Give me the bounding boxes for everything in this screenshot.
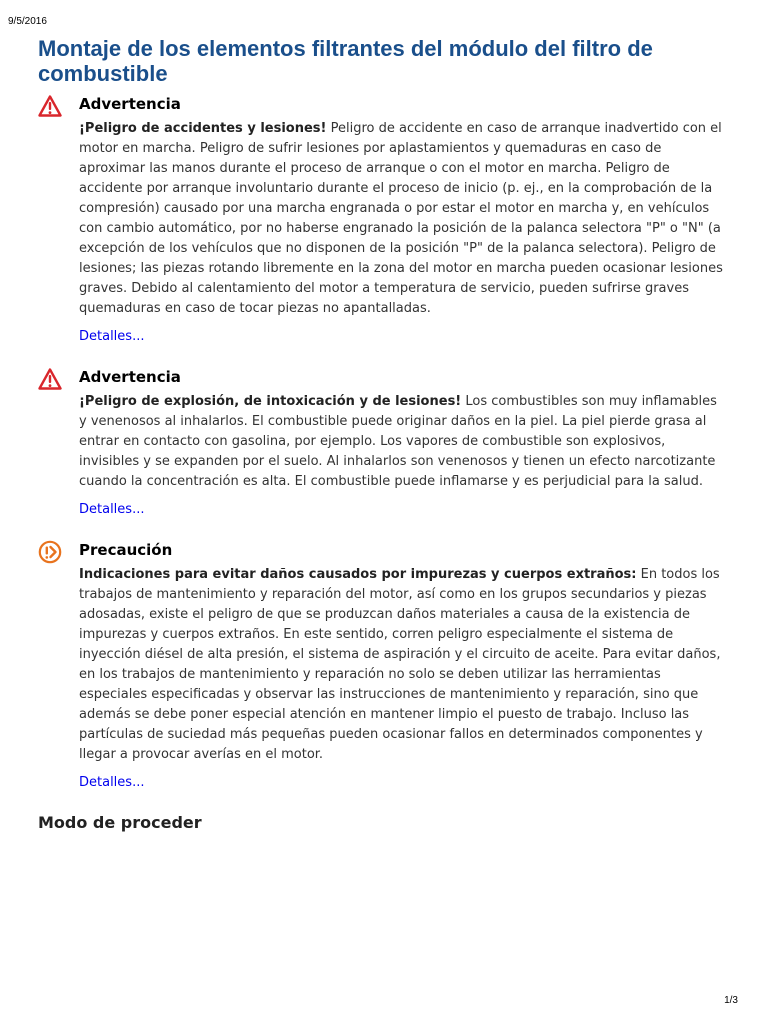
- notice-lead: Indicaciones para evitar daños causados por impurezas y cuerpos extraños:: [79, 567, 637, 582]
- notice-lead: ¡Peligro de accidentes y lesiones!: [79, 121, 327, 136]
- notice-heading: Advertencia: [79, 368, 181, 386]
- details-link[interactable]: Detalles...: [79, 502, 145, 517]
- notice-text: [79, 565, 728, 765]
- section-heading: Modo de proceder: [38, 813, 202, 832]
- print-date: 9/5/2016: [8, 16, 47, 27]
- warning-triangle-icon: [38, 367, 62, 391]
- page-title: Montaje de los elementos filtrantes del módulo del filtro de combustible: [38, 36, 653, 86]
- details-link[interactable]: Detalles...: [79, 329, 145, 344]
- details-link[interactable]: Detalles...: [79, 775, 145, 790]
- notice-text: [79, 392, 728, 492]
- notice-text: [79, 119, 728, 319]
- notice-body: Los combustibles son muy inflamables y venenosos al inhalarlos. El combustible puede originar daños en la piel. La piel pierde grasa al entrar en contacto con gasolina, por ejemplo. Los vapores de combustible son explosivos, invisibles y se expanden por el suelo. Al inhalarlos son venenosos y tienen un efecto narcotizante cuando la concentración es alta. El combustible puede inflamarse y es perjudicial para la salud.: [79, 394, 717, 489]
- notice-lead: ¡Peligro de explosión, de intoxicación y de lesiones!: [79, 394, 462, 409]
- notice-heading: Advertencia: [79, 95, 181, 113]
- notice-body: Peligro de accidente en caso de arranque inadvertido con el motor en marcha. Peligro de sufrir lesiones por aplastamientos y quemaduras en caso de aproximar las manos durante el proceso de arranque o con el motor en marcha. Peligro de accidente por arranque involuntario durante el proceso de inicio (p. ej., en la comprobación de la compresión) causado por una marcha engranada o por estar el motor en marcha y, en vehículos con cambio automático, por no haberse engranado la posición de la palanca selectora "P" o "N" (a excepción de los vehículos que no disponen de la posición "P" de la palanca selectora). Peligro de lesiones; las piezas rotando libremente en la zona del motor en marcha pueden ocasionar lesiones graves. Debido al calentamiento del motor a temperatura de servicio, pueden sufrirse graves quemaduras en caso de tocar piezas no apantalladas.: [79, 121, 723, 316]
- caution-notice-impurities: [38, 540, 728, 792]
- notice-heading: Precaución: [79, 541, 173, 559]
- notice-body: En todos los trabajos de mantenimiento y reparación del motor, así como en los grupos secundarios y piezas adosadas, existe el peligro de que se produzcan daños materiales a causa de la existencia de impurezas y cuerpos extraños. En este sentido, corren peligro especialmente el sistema de inyección diésel de alta presión, el sistema de aspiración y el circuito de aceite. Para evitar daños, en los trabajos de mantenimiento y reparación no solo se deben utilizar las herramientas especiales especificadas y observar las instrucciones de mantenimiento y reparación, sino que además se debe poner especial atención en mantener limpio el puesto de trabajo. Incluso las partículas de suciedad más pequeñas pueden ocasionar fallos en determinados componentes y llegar a provocar averías en el motor.: [79, 567, 721, 762]
- page-number: 1/3: [724, 995, 738, 1006]
- warning-notice-accidents: [38, 94, 728, 346]
- warning-notice-explosion: [38, 367, 728, 519]
- caution-circle-icon: [38, 540, 62, 564]
- warning-triangle-icon: [38, 94, 62, 118]
